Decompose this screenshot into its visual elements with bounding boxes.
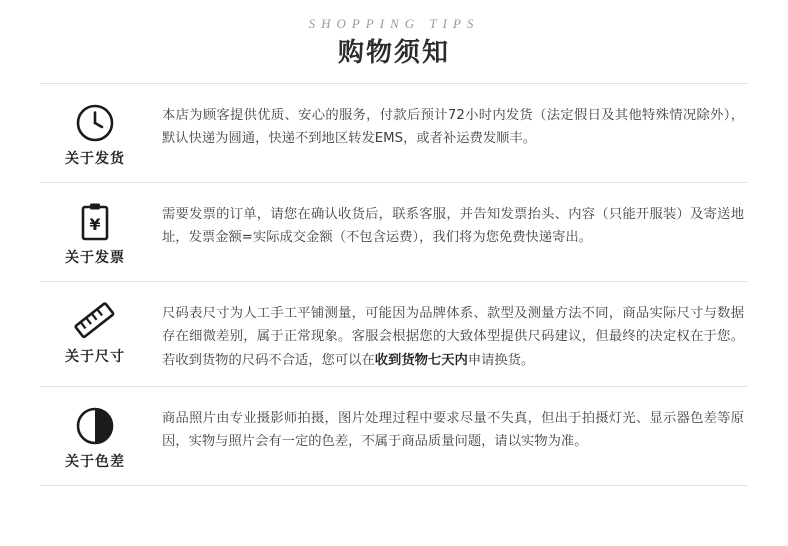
tip-text-before: 需要发票的订单，请您在确认收货后，联系客服，并告知发票抬头、内容（只能开服装）及寄送地址，发票金额=实际成交金额（不包含运费），我们将为您免费快递寄出。 xyxy=(162,207,744,246)
tip-label: 关于发货 xyxy=(65,151,125,168)
contrast-icon xyxy=(40,405,150,447)
tip-paragraph xyxy=(162,104,744,151)
tip-label: 关于发票 xyxy=(65,250,125,267)
tip-text-before: 本店为顾客提供优质、安心的服务，付款后预计72小时内发货（法定假日及其他特殊情况除外），默认快递为圆通，快递不到地区转发EMS，或者补运费发顺丰。 xyxy=(162,108,744,147)
tip-text-highlight: 收到货物七天内 xyxy=(374,352,468,368)
tips-list xyxy=(40,83,748,486)
tip-icon-column xyxy=(40,100,150,168)
list-item xyxy=(40,282,748,387)
list-item xyxy=(40,183,748,282)
tip-label: 关于尺寸 xyxy=(65,349,125,366)
clock-icon xyxy=(40,102,150,144)
page-header xyxy=(0,0,788,69)
tip-icon-column xyxy=(40,298,150,366)
tip-text-before: 商品照片由专业摄影师拍摄，图片处理过程中要求尽量不失真，但出于拍摄灯光、显示器色差等原因，实物与照片会有一定的色差，不属于商品质量问题，请以实物为准。 xyxy=(162,410,744,450)
svg-text:¥: ¥ xyxy=(89,215,101,235)
tip-paragraph xyxy=(162,203,744,250)
list-item xyxy=(40,387,748,486)
tip-paragraph xyxy=(162,302,744,372)
page-title: 购物须知 xyxy=(337,38,450,68)
tip-text-column xyxy=(150,199,748,250)
tip-icon-column xyxy=(40,199,150,267)
page-eyebrow: SHOPPING TIPS xyxy=(308,16,480,31)
tip-label: 关于色差 xyxy=(65,453,125,470)
ruler-icon xyxy=(40,300,150,342)
tip-icon-column xyxy=(40,403,150,471)
list-item xyxy=(40,83,748,183)
tip-text-column xyxy=(150,298,748,372)
tip-text-column xyxy=(150,403,748,454)
tip-paragraph xyxy=(162,407,744,454)
invoice-icon xyxy=(40,201,150,243)
tip-text-after: 申请换货。 xyxy=(467,352,535,368)
tip-text-column xyxy=(150,100,748,151)
tip-text-before: 尺码表尺寸为人工手工平铺测量，可能因为品牌体系、款型及测量方法不同，商品实际尺寸与数据存在细微差别，属于正常现象。客服会根据您的大致体型提供尺码建议，但最终的决定权在于您。若收到货物的尺码不合适，您可以在 xyxy=(162,306,744,368)
